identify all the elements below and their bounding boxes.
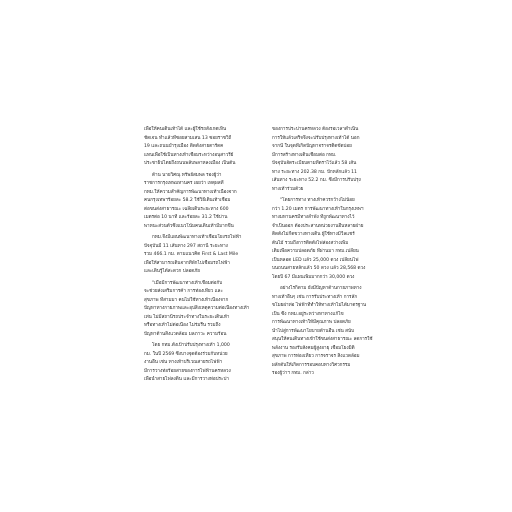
text-line: สุขภาพ ที่สามมา คนไม่ใช้ทางเท้าเนื่องจาก <box>144 297 229 303</box>
article-paragraph <box>272 197 390 282</box>
text-line: กทม.จึงมีแผนพัฒนาทางเท้าเชื่อมโยงรถไฟฟ้า <box>152 235 242 240</box>
text-line: ปัจจุบันจัดระเบียบตามที่ตราไว้แล้ว 58 เส้น <box>272 161 357 166</box>
text-line: ด้าน นายวิศณุ ทรัพย์สมพล รองผู้ว่า <box>152 172 222 178</box>
text-line: การให้แล้วเสร็จจึงจะปรับปรุงทางเท้าได้ นอก <box>272 135 360 141</box>
article-right-column <box>272 126 390 382</box>
text-line: ติดตั้งไม่กีดขวางทางเดิน ผู้ใช้ทางมีวีลแชร์ <box>272 232 355 237</box>
article-paragraph <box>144 172 264 232</box>
text-line: สุขภาพ การท่องเที่ยว การจราจร สิ่งแวดล้อม <box>272 354 360 359</box>
text-line: ผลักดันให้เกิดการรอบคอบทางวิศวกรรม <box>272 362 351 368</box>
text-line: เพื่อนำสายไฟลงดิน และมีการวางท่อประปา <box>144 377 229 382</box>
text-line: ทางเท้าอื่นๆ เช่น การรับประทางเท้า การลัก <box>272 294 358 300</box>
article-paragraph <box>144 126 264 169</box>
text-line: การพัฒนาทางเท้าให้มีคุณภาพ ปลอดภัย <box>272 320 351 325</box>
text-line: ทาง ระยะทาง 202.38 กม. ปักหลักแล้ว 11 <box>272 169 357 175</box>
text-line: 19 และถนนบำรุงเมือง ติดตั้งสายตาร์ดค <box>144 144 224 149</box>
text-line: โดยปี 67 มีแผนเพิ่มมากกว่า 30,000 ดวง <box>272 274 355 280</box>
text-line: ขโมยฝาท่อ ไฟฟ้าที่ทำให้ทางเท้าไม่ได้มาตรฐาน <box>272 303 367 308</box>
text-line: "โดยการทาง ทางเท้าควรกว้างไม่น้อย <box>280 198 355 203</box>
text-line: กม. ในปี 2569 ซึ่งบางจุดต้องร่วมกับหน่วย <box>144 351 228 357</box>
text-line: รองผู้ว่าฯ กทม. กล่าว <box>272 371 314 376</box>
text-line: เป็นหลอด LED แล้ว 25,000 ดวง เปลี่ยนไฟ <box>272 257 359 263</box>
text-line: งานอื่น เช่น ทางเท้าบริเวณสายรถไฟฟ้า <box>144 360 223 365</box>
text-line: เพื่อให้สามารถเดินจากที่พักไปเชื่อมรถไฟฟ้า <box>144 260 230 266</box>
text-line: นำไปสู่การพัฒนาโยบายด้านอื่น เช่น สนับ <box>272 328 355 334</box>
text-line: พาหนะส่วนตัวซึ่งแนวโน้มคนเดินเท้ามีมากขึ้น <box>144 223 234 229</box>
text-line: เส้นทาง ระยะทาง 52.2 กม. ซึ่งมีการปรับปรุง <box>272 178 361 183</box>
text-line: แทนเพื่อใช้เป็นทางเท้าเชื่อมระหว่างอนุสาวรีย์ <box>144 152 234 158</box>
text-line: อย่างไรก็ตาม ยังมีปัญหาด้านกายภาพทาง <box>280 286 362 291</box>
article-paragraph <box>272 126 390 194</box>
text-line: ต่อขนส่งสาธารณะ เฉลี่ยเดินระยะทาง 600 <box>144 206 229 212</box>
article-paragraph <box>144 234 264 277</box>
text-line: ราชการกรุงเทพมหานคร เผยว่า เหตุผลที่ <box>144 181 224 186</box>
text-line: และเดินรู้ได้สะดวก ปลอดภัย <box>144 269 200 274</box>
text-line: ของการประปานครหลวง ต้องรอเวลาดำเนิน <box>272 127 359 132</box>
text-line: ปัญหาทางกายภาพและอุปสิงเหตุความต่อเนื่องทางเท้า <box>144 306 250 311</box>
text-line: มีการสร้างทางเดินเชื่อมต่อ กทม. <box>272 152 337 158</box>
article-paragraph <box>144 280 264 340</box>
text-line: เพื่อให้คนเดินเท้าได้ และผู้ใช้รถสังเกตเห็น <box>144 127 227 132</box>
text-line: ปัจจุบันมี 11 เส้นทาง 297 สถานี ระยะทาง <box>144 243 228 249</box>
text-line: พลังงาน รองรับสังคมผู้สูงอายุ เชื่อมโยงมิติ <box>272 345 355 351</box>
text-line: เท่น ไม่มีสถานีรถประจำทางในระยะเดินเท้า <box>144 314 230 320</box>
article-left-column <box>144 126 264 388</box>
text-line: ปัญหาด้านสิ่งแวดล้อม มลภาวะ ความร้อน <box>144 331 227 337</box>
text-line: เป็น ซึ่ง กทม.อยู่ระหว่างหาทางแก้ไข <box>272 311 344 317</box>
text-line: หรือทางเท้าไม่ต่อเนื่อง ไม่ร่มรื่น รวมถึง <box>144 323 221 328</box>
text-line: จะช่วยส่งเสริมการค้า การท่องเที่ยว และ <box>144 289 223 294</box>
article-paragraph <box>272 285 390 379</box>
text-line: คนกรุงเทพฯร้อยละ 58.2 ใช้วิธีเดินเท้าเชื่อม <box>144 198 231 203</box>
text-line: กทม.ให้ความสำคัญการพัฒนาทางเท้าเนื่องจาก <box>144 189 237 195</box>
text-line: มีการวางท่อร้อยสายของการไฟฟ้านครหลวง <box>144 368 231 374</box>
text-line: ประชาธิปไตยถึงถนนพลับพลาหลงเมือง เป็นต้น <box>144 161 236 166</box>
text-line: เติมเพื่อความปลอดภัย ที่ผ่านมา กทม.เปลี่ยน <box>272 249 359 254</box>
text-line: รวม 466.1 กม. ตามแนวคิด First & Last Mile <box>144 252 239 257</box>
text-line: ทางมหานครมีทางลำพัง ที่ถูกพัฒนาทางไว้ <box>272 215 355 220</box>
text-line: กว่า 1.20 เมตร การพัฒนาทางเท้าในกรุงเทพฯ <box>272 206 364 212</box>
text-line: ชัดเจน ทำแล้วที่ซอยสามเสน 13 ซอยราชวิถี <box>144 135 232 141</box>
text-line: จากนี้ ในจุดที่เกิดปัญหาจราจรติดขัดบ่อย <box>272 144 352 149</box>
text-line: บนถนนสายหลักแล้ว 50 ดวง แล้ว 28,568 ดวง <box>272 266 366 271</box>
article-paragraph <box>144 342 264 385</box>
text-line: "เมื่อมีการพัฒนาทางเท้าเชื่อมต่อกับ <box>152 280 223 286</box>
text-line: โดย กทม.ตั้งเป้าปรับปรุงทางเท้า 1,000 <box>152 343 230 348</box>
text-line: จำเป็นออก ต้องประสานหน่วยงานอื่นหลายฝ่าย <box>272 223 364 229</box>
text-line: เมตรต่อ 10 นาที และร้อยละ 31.2 ใช้บ่าน <box>144 215 228 220</box>
text-line: สนุนให้คนเดินทางเข้าใช้ขนส่งสาธารณะ ลดการใช้ <box>272 337 373 342</box>
text-line: ต้นไม้ รวมถึงการติดตั้งไฟส่องสว่างเพิ่ม <box>272 240 349 246</box>
text-line: ทางเท้าร่วมด้วย <box>272 186 304 192</box>
